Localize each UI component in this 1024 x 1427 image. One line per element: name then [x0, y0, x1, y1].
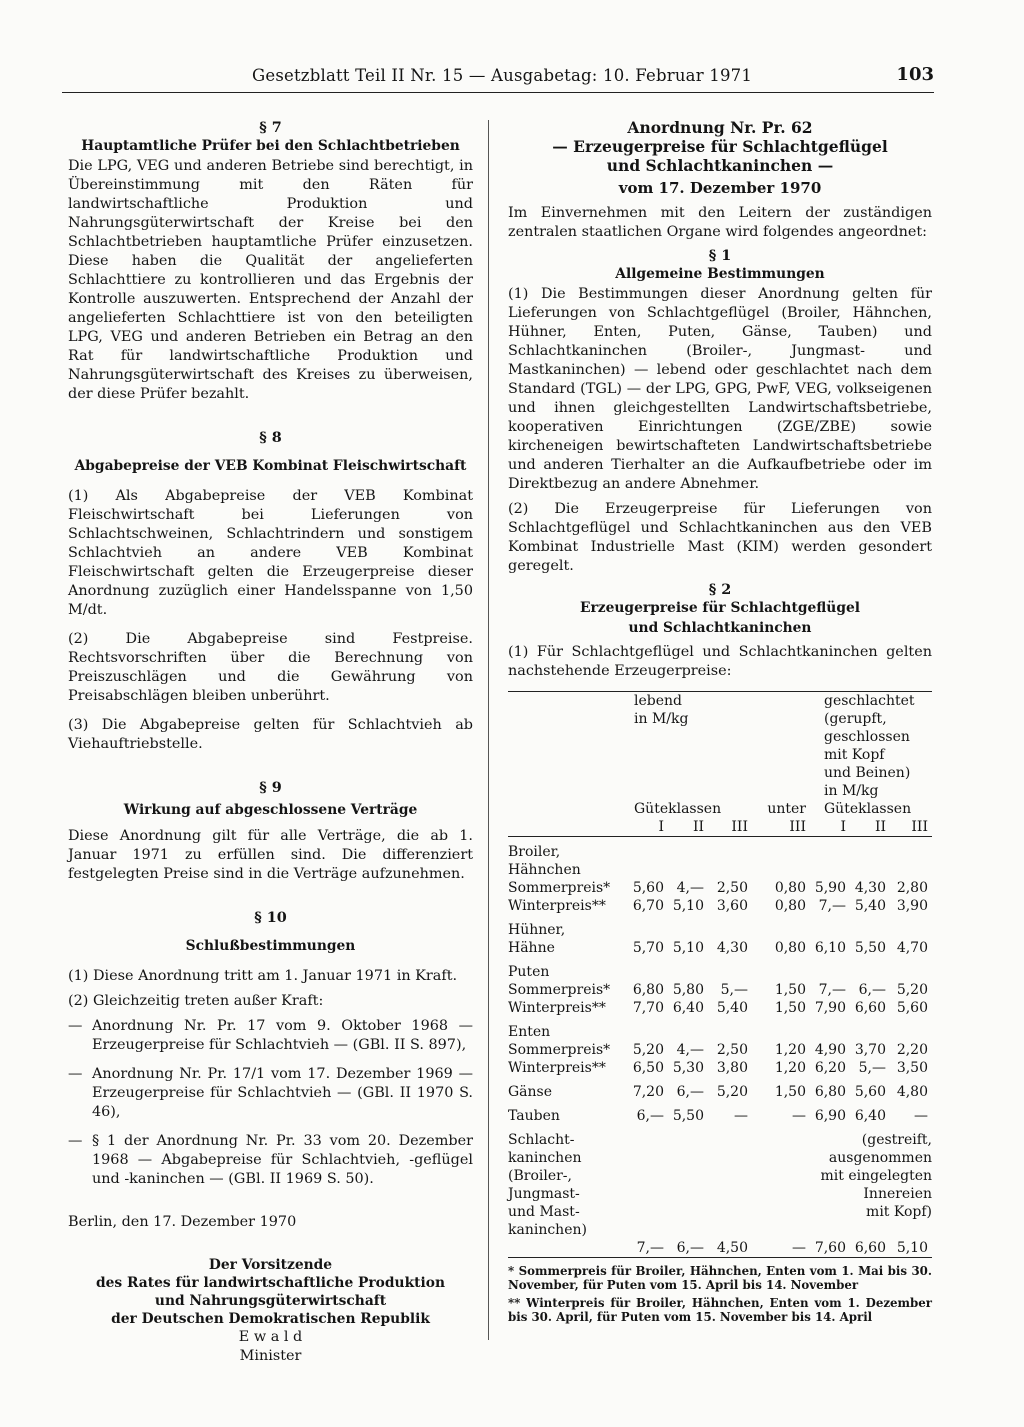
section-7-text: Die LPG, VEG und anderen Betriebe sind berechtigt, in Übereinstimmung mit den Räten für landwirtschaftliche Produktion und Nahrungsgüterwirtschaft der Kreise bei den Schlachtbetrieben hauptamtliche Prüfer einzusetzen. Diese haben die Qualität der angelieferten Schlachttiere zu kontrollieren und das Ergebnis der Kontrolle auszuwerten. Entsprechend der Anzahl der angelieferten Schlachttiere ist von den beteiligten LPG, VEG und anderen Betrieben ein Betrag an den Rat für landwirtschaftliche Produktion und Nahrungsgüterwirtschaft des Kreises zu überweisen, der diese Prüfer bezahlt.: [68, 158, 473, 402]
ordinance-date: vom 17. Dezember 1970: [618, 179, 822, 197]
col-header: II: [692, 819, 704, 835]
repealed-item: — § 1 der Anordnung Nr. Pr. 33 vom 20. Dezember 1968 — Abgabepreise für Schlachtvieh, -geflügel und -kaninchen — (GBl. II 1969 S. 50).: [68, 1133, 473, 1187]
table-row: Gänse 7,20 6,— 5,20 1,50 6,80 5,60 4,80: [508, 1084, 928, 1100]
section-8-heading: Abgabepreise der VEB Kombinat Fleischwirtschaft: [74, 458, 467, 474]
table-row: Hähne 5,70 5,10 4,30 0,80 6,10 5,50 4,70: [508, 940, 928, 956]
section-9-number: § 9: [259, 779, 282, 796]
signer-role: Minister: [239, 1348, 302, 1364]
intro-text: Im Einvernehmen mit den Leitern der zuständigen zentralen staatlichen Organe wird folgendes angeordnet:: [508, 205, 932, 240]
section-7-number: § 7: [259, 119, 282, 136]
signature-line-1: Der Vorsitzende: [208, 1257, 333, 1273]
section-1-number: § 1: [708, 247, 732, 264]
section-9-text: Diese Anordnung gilt für alle Verträge, die ab 1. Januar 1971 zu erfüllen sind. Die differenziert festgelegten Preise sind in die Verträge aufzunehmen.: [68, 828, 473, 882]
gueteklassen-geschlachtet: Güteklassen: [824, 801, 912, 817]
lebend-label: lebend: [634, 693, 682, 709]
section-2-number: § 2: [708, 581, 732, 598]
table-row: Sommerpreis* 5,60 4,— 2,50 0,80 5,90 4,30 2,80: [508, 880, 928, 896]
signature-line-2: des Rates für landwirtschaftliche Produktion: [96, 1275, 445, 1291]
ordinance-title: Anordnung Nr. Pr. 62: [627, 118, 813, 137]
footnote-summer: * Sommerpreis für Broiler, Hähnchen, Enten vom 1. Mai bis 30. November, für Puten vom 15. April bis 14. November: [508, 1264, 932, 1292]
table-row: 7,— 6,— 4,50 — 7,60 6,60 5,10: [508, 1239, 932, 1258]
table-row: Sommerpreis* 6,80 5,80 5,— 1,50 7,— 6,— 5,20: [508, 982, 928, 998]
section-1-heading: Allgemeine Bestimmungen: [615, 266, 825, 282]
section-8-number: § 8: [259, 429, 282, 446]
col-header: II: [874, 819, 886, 835]
column-divider: [488, 120, 489, 1340]
table-row: Sommerpreis* 5,20 4,— 2,50 1,20 4,90 3,70 2,20: [508, 1042, 928, 1058]
unter-label: unter: [767, 801, 806, 817]
row-label: Puten: [508, 964, 550, 980]
col-header: I: [658, 819, 664, 835]
signature-line-4: der Deutschen Demokratischen Republik: [111, 1311, 430, 1327]
table-row: Tauben 6,— 5,50 — — 6,90 6,40 —: [508, 1108, 928, 1124]
section-10-number: § 10: [254, 909, 287, 926]
gueteklassen-lebend: Güteklassen: [634, 801, 722, 817]
section-10-para-2: (2) Gleichzeitig treten außer Kraft:: [68, 993, 324, 1009]
left-column: [68, 118, 473, 1366]
section-1-para-1: (1) Die Bestimmungen dieser Anordnung gelten für Lieferungen von Schlachtgeflügel (Broiler, Hähnchen, Hühner, Enten, Puten, Gänse, Tauben) und Schlachtkaninchen (Broiler-, Jungmast- und Mastkaninchen) — lebend oder geschlachtet nach dem Standard (TGL) — der LPG, GPG, PwF, VEG, volkseigenen und ihnen gleichgestellten Landwirtschaftsbetriebe, kooperativen Einrichtungen (ZGE/ZBE) sowie kircheneigen bewirtschafteten Landwirtschaftsbetriebe und anderen Tierhalter an die Aufkaufbetriebe oder im Direktbezug an andere Abnehmer.: [508, 286, 932, 492]
lebend-unit: in M/kg: [634, 711, 689, 727]
table-row: Winterpreis** 6,50 5,30 3,80 1,20 6,20 5,— 3,50: [508, 1060, 928, 1076]
section-8-para-1: (1) Als Abgabepreise der VEB Kombinat Fleischwirtschaft bei Lieferungen von Schlachtschweinen, Schlachtrindern und sonstigem Schlachtvieh an andere VEB Kombinat Fleischwirtschaft gelten die Erzeugerpreise dieser Anordnung zuzüglich einer Handelsspanne von 1,50 M/dt.: [68, 488, 473, 618]
geschlachtet-label: geschlachtet: [824, 693, 915, 709]
row-label: Schlacht-: [508, 1132, 575, 1148]
repealed-item: — Anordnung Nr. Pr. 17 vom 9. Oktober 1968 — Erzeugerpreise für Schlachtvieh — (GBl. II S. 897),: [68, 1018, 473, 1053]
col-header: III: [731, 819, 748, 835]
section-10-heading: Schlußbestimmungen: [185, 938, 356, 954]
kaninchen-note: (gestreift,: [861, 1132, 932, 1148]
section-8-para-2: (2) Die Abgabepreise sind Festpreise. Rechtsvorschriften über die Berechnung von Preiszuschlägen und die Gewährung von Preisabschlägen bleiben unberührt.: [68, 631, 473, 704]
ordinance-subtitle-1: — Erzeugerpreise für Schlachtgeflügel: [552, 137, 888, 156]
repealed-item: — Anordnung Nr. Pr. 17/1 vom 17. Dezember 1969 — Erzeugerpreise für Schlachtvieh — (GBl. II 1970 S. 46),: [68, 1066, 473, 1120]
section-9-heading: Wirkung auf abgeschlossene Verträge: [123, 802, 418, 818]
page-number: 103: [896, 64, 934, 85]
price-table: lebend in M/kg geschlachtet (gerupft, geschlossen mit Kopf und Beinen) in M/kg Güteklassen unter Güteklassen I II III III I II III Broiler, Hähnchen Sommerpreis* 5,60 4,— 2,50 0,80 5,90 4,30 2,80 Winterpreis** 6,70 5,10 3,60 0,80 7,— 5,40 3,90 Hühner, Hähne 5,70 5,10 4,30 0,80 6,10 5,50 4,70 Puten Sommerpreis* 6,80 5,80 5,— 1,50 7,— 6,— 5,20 Winterpreis** 7,70 6,40 5,40 1,50 7,90 6,60 5,60 Enten Sommerpreis* 5,20 4,— 2,50 1,20 4,90 3,70 2,20 Winterpreis** 6,50 5,30 3,80 1,20 6,20 5,— 3,50 Gänse 7,20 6,— 5,20 1,50 6,80 5,60 4,80 Tauben 6,— 5,50 — — 6,90 6,40 — Schlacht- kaninchen (Broiler-, Jungmast- und Mast- kaninchen) (gestreift, ausgenommen mit eingelegten Innereien mit Kopf) 7,— 6,— 4,50 — 7,60 6,60 5,10: [508, 693, 932, 1256]
col-header: I: [840, 819, 846, 835]
place-date: Berlin, den 17. Dezember 1970: [68, 1214, 297, 1230]
right-column: [508, 118, 932, 1324]
signature-line-3: und Nahrungsgüterwirtschaft: [154, 1293, 387, 1309]
ordinance-subtitle-2: und Schlachtkaninchen —: [606, 156, 834, 175]
col-header: III: [911, 819, 928, 835]
section-7-heading: Hauptamtliche Prüfer bei den Schlachtbetrieben: [81, 138, 460, 154]
row-label: Enten: [508, 1024, 551, 1040]
table-row: Winterpreis** 6,70 5,10 3,60 0,80 7,— 5,40 3,90: [508, 898, 928, 914]
section-2-para-1: (1) Für Schlachtgeflügel und Schlachtkaninchen gelten nachstehende Erzeugerpreise:: [508, 644, 932, 679]
header-title: Gesetzblatt Teil II Nr. 15 — Ausgabetag: 10. Februar 1971: [252, 66, 753, 85]
section-2-heading-2: und Schlachtkaninchen: [628, 620, 812, 636]
page-header: [62, 62, 934, 93]
section-8-para-3: (3) Die Abgabepreise gelten für Schlachtvieh ab Viehauftriebstelle.: [68, 717, 473, 752]
col-header: III: [789, 819, 806, 835]
section-1-para-2: (2) Die Erzeugerpreise für Lieferungen von Schlachtgeflügel und Schlachtkaninchen aus den VEB Kombinat Industrielle Mast (KIM) werden gesondert geregelt.: [508, 501, 932, 574]
row-label: Broiler,: [508, 844, 561, 860]
section-2-heading-1: Erzeugerpreise für Schlachtgeflügel: [580, 600, 860, 616]
section-10-para-1: (1) Diese Anordnung tritt am 1. Januar 1971 in Kraft.: [68, 968, 458, 984]
row-label: Hühner,: [508, 922, 566, 938]
footnote-winter: ** Winterpreis für Broiler, Hähnchen, Enten vom 1. Dezember bis 30. April, für Puten vom 15. November bis 14. April: [508, 1296, 932, 1324]
row-label: Hähnchen: [508, 862, 581, 878]
signer-name: E w a l d: [238, 1329, 303, 1345]
table-row: Winterpreis** 7,70 6,40 5,40 1,50 7,90 6,60 5,60: [508, 1000, 928, 1016]
